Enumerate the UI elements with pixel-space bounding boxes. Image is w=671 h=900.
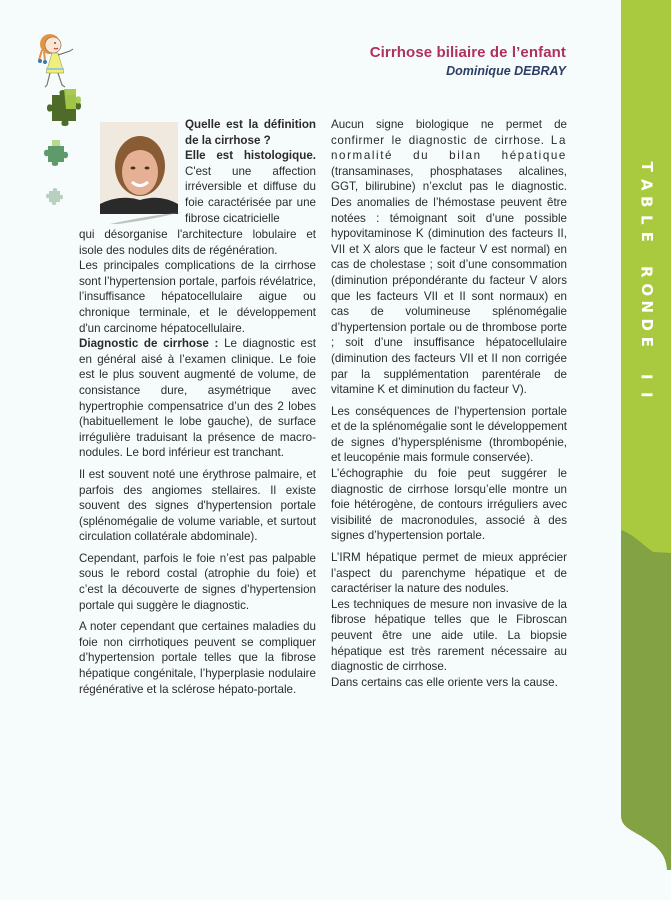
paragraph-echography: L’échographie du foie peut suggérer le diagnostic de cirrhose lorsqu’elle montre un foie hétérogène, de contours irréguliers avec visibilité de macronodules, associé à des signes d’hypertension portale. (331, 467, 567, 543)
intro-block (185, 117, 316, 226)
band-letter: O (637, 282, 656, 296)
band-letter: I (637, 373, 656, 380)
intro-question: Quelle est la définition de la cirrhose ? (185, 118, 316, 147)
article-title: Cirrhose biliaire de l’enfant (369, 44, 566, 61)
paragraph-cause: Dans certains cas elle oriente vers la cause. (331, 675, 558, 689)
band-letter: E (637, 231, 656, 242)
band-letter: R (637, 265, 656, 278)
author-photo (100, 122, 178, 214)
portrait-icon (100, 122, 178, 214)
side-band (621, 0, 671, 900)
biology-text: (transaminases, phosphatases alcalines, GGT, bilirubine) n’exclut pas le diagnostic. Des anomalies de l’hémostase peuvent être notées : témoignant soit d’une possible hypovitaminose K (diminution des facteurs II, VII et X alors que le facteur V est normal) en cas de cholestase ; soit d’une consommation (diminution prépondérante du facteur V alors que les facteurs VII et II sont normaux) en cas de volumineuse splénomégalie d’hypertension portale ou de thrombose porte ; soit d’une insuffisance hépatocellulaire (diminution des facteurs VII et II non corrigée par la supplémentation parentérale de vitamine K et diminution du facteur V). (331, 164, 567, 397)
band-letter: N (637, 300, 656, 314)
paragraph-diagnostic (79, 336, 316, 461)
paragraph-complications: Les principales complications de la cirrhose sont l’hypertension portale, parfois révélatrice, l’insuffisance hépatocellulaire aigue ou chronique terminale, et le développement d'un carcinome hépatocellulaire. (79, 259, 316, 335)
diagnostic-heading: Diagnostic de cirrhose : (79, 337, 219, 351)
article-author: Dominique DEBRAY (446, 64, 566, 78)
intro-text: C'est une affection irréversible et diffuse du foie caractérisée par une fibrose cicatricielle (185, 164, 316, 225)
band-letter (637, 357, 655, 362)
band-letter: L (637, 214, 656, 225)
biology-line-1: Aucun signe biologique ne permet de (331, 118, 567, 131)
paragraph-palpable: Cependant, parfois le foie n’est pas palpable sous le rebord costal (atrophie du foie) et c’est la découverte de signes d’hypertension portale qui suggère le diagnostic. (79, 551, 316, 612)
left-column (79, 227, 316, 697)
photo-shadow (110, 212, 182, 224)
band-letter: I (637, 391, 656, 398)
girl-illustration-icon (30, 25, 90, 210)
band-letter: D (637, 318, 656, 331)
paragraph-biology (331, 117, 567, 398)
paragraph-non-cirrhotic: A noter cependant que certaines maladies du foie non cirrhotiques peuvent se compliquer d’hypertension portale telles que la fibrose hépatique congénitale, l’hyperplasie nodulaire régénérative et la sclérose hépato-portale. (79, 620, 316, 696)
band-letter: B (637, 196, 656, 208)
paragraph-fibroscan: Les techniques de mesure non invasive de la fibrose hépatique telles que le Fibroscan peuvent être une aide utile. La biopsie hépatique est très rarement nécessaire au diagnostic de cirrhose. (331, 597, 567, 674)
intro-continuation: qui désorganise l'architecture lobulaire et isole des nodules dits de régénération. (79, 228, 316, 257)
side-band-shape (621, 0, 671, 900)
intro-answer: Elle est histologique. (185, 149, 316, 163)
band-letter: T (637, 161, 656, 172)
band-letter: E (637, 336, 656, 347)
paragraph-mri: L’IRM hépatique permet de mieux apprécier l’aspect du parenchyme hépatique et de caractériser la nature des nodules. (331, 551, 567, 596)
paragraph-signs: Il est souvent noté une érythrose palmaire, et parfois des angiomes stellaires. Il existe souvent des signes d'hypertension portale (splénomégalie de volume variable, et surtout circulation collatérale abdominale). (79, 467, 316, 544)
diagnostic-text: Le diagnostic est en général aisé à l’examen clinique. Le foie est le plus souvent augmenté de volume, de consistance dure, asymétrique avec hypertrophie compensatrice d’un des 2 lobes (habituellement le lobe gauche), de surface irrégulière traduisant la présence de macro-nodules. Le bord inférieur est tranchant. (79, 337, 316, 460)
side-band-label (621, 158, 671, 403)
right-column (331, 117, 567, 690)
band-letter (637, 252, 655, 257)
biology-line-3: La normalité du bilan hépatique (331, 133, 567, 163)
paragraph-consequences: Les conséquences de l’hypertension portale et de la splénomégalie sont le développement de signes d’hypersplénisme (thrombopénie, et leucopénie mais formule conservée). (331, 404, 567, 465)
biology-line-2: confirmer le diagnostic de cirrhose. (331, 133, 545, 147)
band-letter: A (637, 178, 656, 191)
